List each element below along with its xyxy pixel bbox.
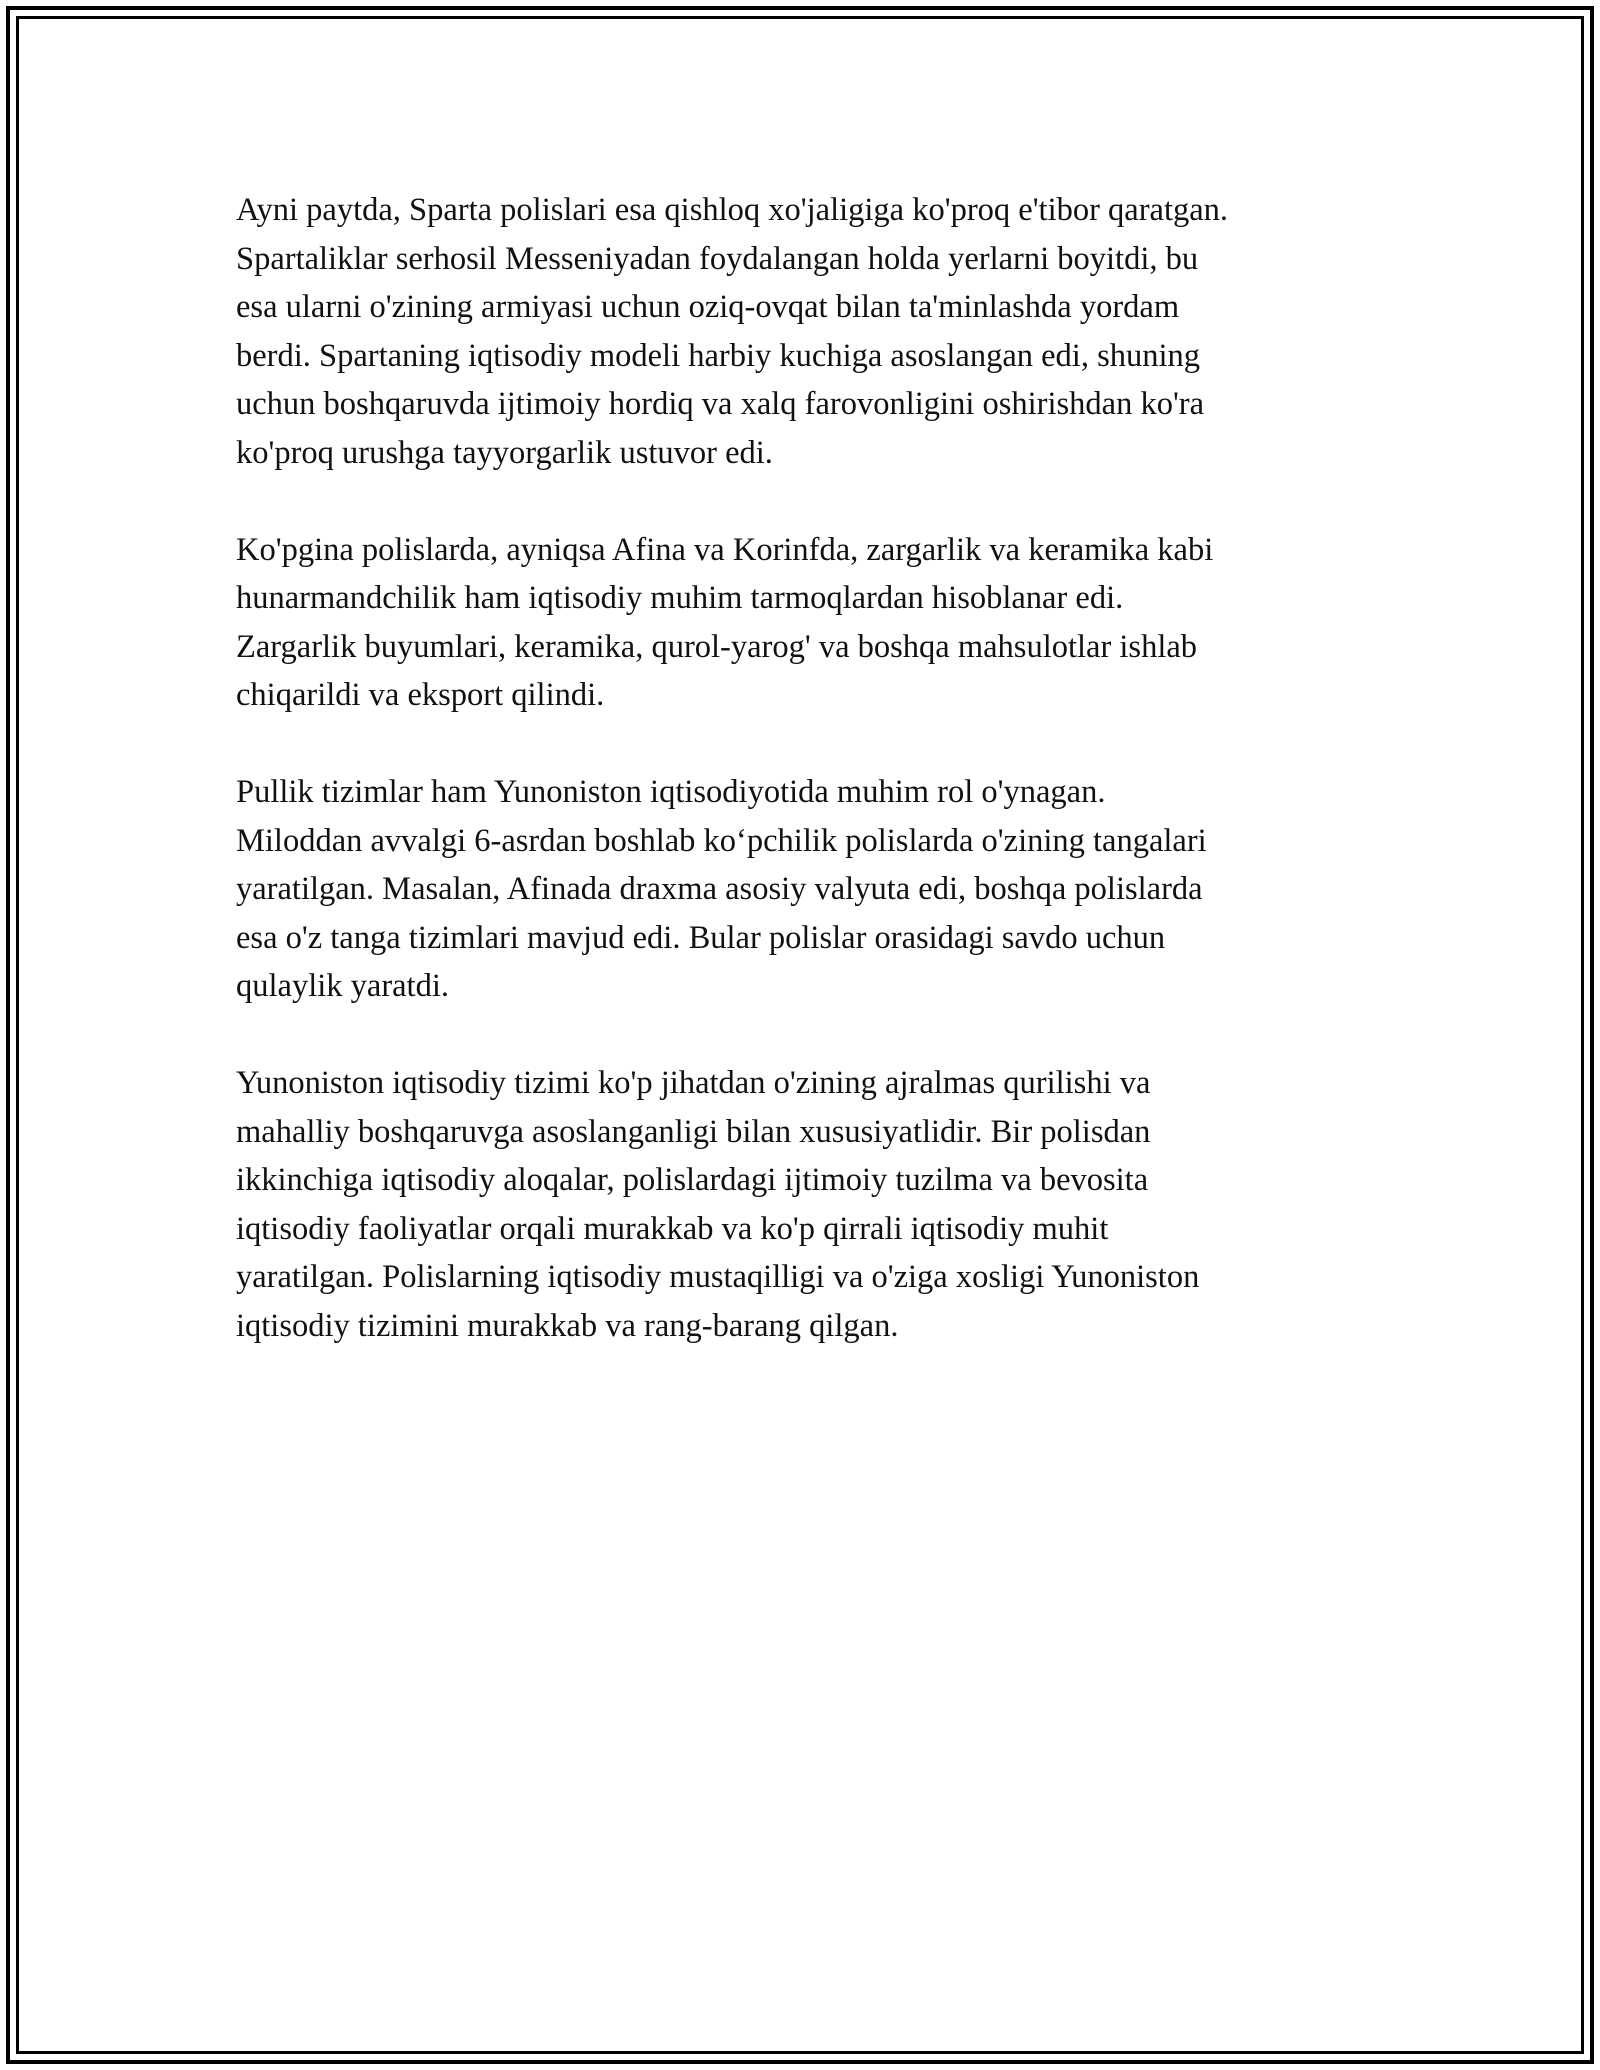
- paragraph-coinage: [236, 768, 1366, 1011]
- text-line: chiqarildi va eksport qilindi.: [236, 677, 605, 713]
- text-line: iqtisodiy faoliyatlar orqali murakkab va ko'p qirrali iqtisodiy muhit: [236, 1210, 1109, 1247]
- text-line: Yunoniston iqtisodiy tizimi ko'p jihatdan o'zining ajralmas qurilishi va: [236, 1065, 1151, 1101]
- text-line: esa ularni o'zining armiyasi uchun oziq-ovqat bilan ta'minlashda yordam: [236, 289, 1180, 325]
- text-line: yaratilgan. Polislarning iqtisodiy mustaqilligi va o'ziga xosligi Yunoniston: [236, 1259, 1200, 1295]
- paragraph-economic-system: [236, 1059, 1366, 1350]
- paragraph-crafts: [236, 526, 1366, 720]
- text-line: Pullik tizimlar ham Yunoniston iqtisodiyotida muhim rol o'ynagan.: [236, 774, 1106, 810]
- paragraph-sparta-agriculture: [236, 186, 1366, 477]
- text-line: ikkinchiga iqtisodiy aloqalar, polislardagi ijtimoiy tuzilma va bevosita: [236, 1162, 1149, 1198]
- text-line: uchun boshqaruvda ijtimoiy hordiq va xalq farovonligini oshirishdan ko'ra: [236, 386, 1205, 422]
- text-line: iqtisodiy tizimini murakkab va rang-barang qilgan.: [236, 1307, 899, 1344]
- text-line: Zargarlik buyumlari, keramika, qurol-yarog' va boshqa mahsulotlar ishlab: [236, 628, 1198, 665]
- text-line: mahalliy boshqaruvga asoslanganligi bilan xususiyatlidir. Bir polisdan: [236, 1113, 1151, 1150]
- text-line: Spartaliklar serhosil Messeniyadan foydalangan holda yerlarni boyitdi, bu: [236, 240, 1199, 277]
- text-line: yaratilgan. Masalan, Afinada draxma asosiy valyuta edi, boshqa polislarda: [236, 871, 1203, 907]
- text-line: berdi. Spartaning iqtisodiy modeli harbiy kuchiga asoslangan edi, shuning: [236, 337, 1201, 374]
- text-line: Ko'pgina polislarda, ayniqsa Afina va Korinfda, zargarlik va keramika kabi: [236, 531, 1214, 568]
- text-line: Ayni paytda, Sparta polislari esa qishloq xo'jaligiga ko'proq e'tibor qaratgan.: [236, 192, 1229, 228]
- text-line: esa o'z tanga tizimlari mavjud edi. Bular polislar orasidagi savdo uchun: [236, 919, 1166, 956]
- text-line: Miloddan avvalgi 6-asrdan boshlab ko‘pchilik polislarda o'zining tangalari: [236, 822, 1207, 859]
- text-line: qulaylik yaratdi.: [236, 968, 449, 1004]
- text-line: hunarmandchilik ham iqtisodiy muhim tarmoqlardan hisoblanar edi.: [236, 580, 1124, 616]
- document-body: [236, 186, 1366, 1399]
- text-line: ko'proq urushga tayyorgarlik ustuvor edi.: [236, 434, 773, 471]
